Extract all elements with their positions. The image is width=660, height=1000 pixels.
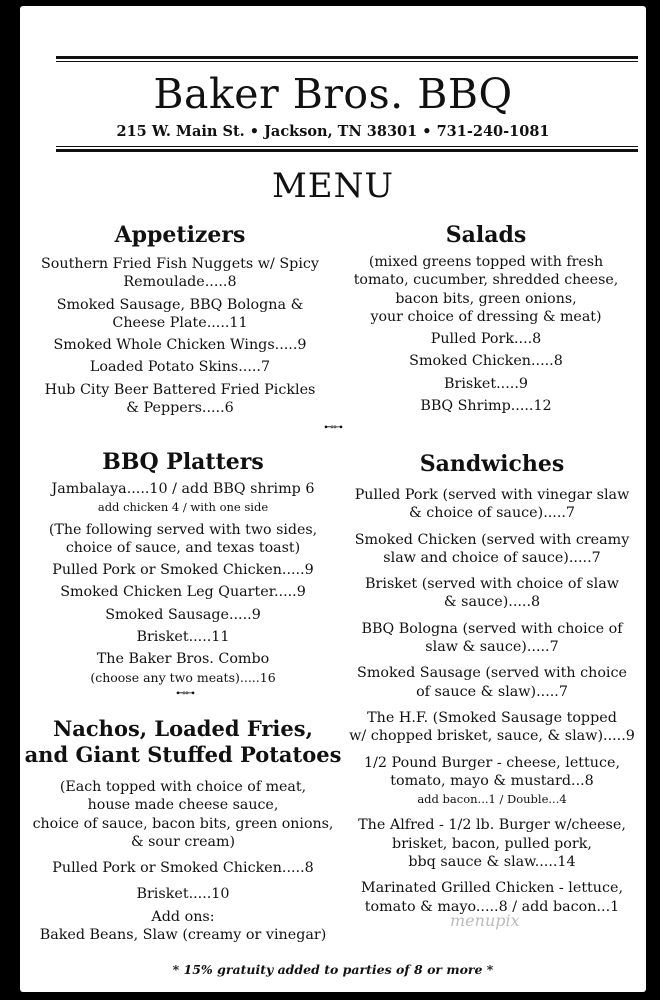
addons-label: Add ons: (151, 908, 215, 925)
sandwich-item (344, 575, 640, 612)
menu-item: Brisket.....9 (444, 375, 528, 392)
menu-item: Smoked Sausage, BBQ Bologna & (56, 296, 304, 313)
section-description: (The following served with two sides, (48, 521, 318, 538)
sandwich-item (344, 816, 640, 871)
restaurant-address: 215 W. Main St. • Jackson, TN 38301 • 731-240-1081 (116, 123, 550, 140)
menu-item: Brisket.....10 (136, 886, 230, 903)
menu-item: Brisket.....11 (136, 629, 230, 646)
section-description: choice of sauce, and texas toast) (65, 539, 301, 556)
menu-item: & sauce).....8 (443, 594, 541, 611)
sandwich-item (344, 754, 640, 809)
menu-item: Loaded Potato Skins.....7 (89, 359, 271, 376)
watermark: menupix (450, 911, 520, 930)
menu-item: & choice of sauce).....7 (408, 505, 576, 522)
salads-section (340, 221, 632, 415)
section-description: & sour cream) (131, 833, 235, 850)
menu-item: Pulled Pork (served with vinegar slaw (354, 487, 630, 503)
menu-item: of sauce & slaw).....7 (416, 683, 568, 700)
section-description: bacon bits, green onions, (395, 290, 577, 307)
menu-item: Cheese Plate.....11 (112, 314, 248, 331)
menu-item: Hub City Beer Battered Fried Pickles (44, 381, 316, 398)
menu-item: Pulled Pork or Smoked Chicken.....8 (52, 860, 314, 877)
section-title: Salads (445, 222, 527, 248)
section-description: tomato, cucumber, shredded cheese, (353, 272, 619, 289)
ornament-divider: ⊷⊶ (176, 688, 194, 699)
menu-item: Jambalaya.....10 / add BBQ shrimp 6 (51, 481, 315, 497)
menu-item: Marinated Grilled Chicken - lettuce, (360, 880, 624, 897)
menu-item: slaw and choice of sauce).....7 (383, 549, 601, 566)
menu-item: Smoked Chicken Leg Quarter.....9 (60, 584, 306, 601)
menu-item: Pulled Pork or Smoked Chicken.....9 (52, 562, 314, 579)
section-title: Nachos, Loaded Fries, (53, 716, 313, 741)
sandwich-item (344, 486, 640, 523)
menu-item: BBQ Shrimp.....12 (420, 398, 552, 415)
header-rule-top-thin (56, 61, 638, 62)
menu-item: The Alfred - 1/2 lb. Burger w/cheese, (358, 817, 626, 834)
menu-item: BBQ Bologna (served with choice of (361, 620, 623, 637)
menu-item: Smoked Sausage (served with choice (357, 665, 627, 682)
menu-heading: MENU (271, 166, 395, 206)
menu-item: slaw & sauce).....7 (425, 639, 559, 656)
section-description: (Each topped with choice of meat, (59, 779, 307, 795)
menu-item: w/ chopped brisket, sauce, & slaw).....9 (349, 728, 635, 745)
gratuity-note: * 15% gratuity added to parties of 8 or more * (172, 962, 494, 977)
addons-list: Baked Beans, Slaw (creamy or vinegar) (39, 927, 327, 944)
menu-item-note: add bacon...1 / Double...4 (417, 792, 567, 807)
section-title: BBQ Platters (102, 449, 264, 475)
menu-item: tomato, mayo & mustard...8 (390, 772, 594, 789)
header-rule-bottom-thin (56, 146, 638, 147)
section-description: your choice of dressing & meat) (370, 308, 602, 325)
header-rule-top (56, 56, 638, 59)
section-title: Sandwiches (419, 451, 565, 477)
menu-item-note: add chicken 4 / with one side (97, 500, 269, 515)
ornament-divider: ⊷⊶ (324, 422, 342, 433)
menu-item: Smoked Chicken.....8 (409, 353, 563, 370)
section-title: Appetizers (114, 222, 246, 248)
menu-item: & Peppers.....6 (126, 400, 234, 417)
nachos-section (20, 716, 346, 944)
section-description: choice of sauce, bacon bits, green onions, (32, 815, 334, 832)
sandwich-item (344, 620, 640, 657)
menu-item-note: (choose any two meats).....16 (90, 669, 276, 685)
menu-item: Southern Fried Fish Nuggets w/ Spicy (41, 256, 319, 272)
menu-item: The Baker Bros. Combo (96, 651, 270, 668)
menu-item: Smoked Whole Chicken Wings.....9 (53, 337, 307, 354)
sandwich-item (344, 709, 640, 746)
restaurant-title: Baker Bros. BBQ (153, 70, 513, 118)
menu-page (20, 6, 646, 992)
menu-item: 1/2 Pound Burger - cheese, lettuce, (364, 754, 620, 771)
sandwiches-section (344, 450, 640, 916)
menu-item: Remoulade.....8 (123, 274, 237, 291)
menu-item: Brisket (served with choice of slaw (365, 576, 619, 593)
appetizers-section (20, 221, 340, 417)
header-rule-bottom (56, 149, 638, 152)
section-description: (mixed greens topped with fresh (368, 254, 604, 270)
sandwich-item (344, 531, 640, 568)
menu-item: Pulled Pork....8 (430, 331, 542, 348)
section-title: and Giant Stuffed Potatoes (24, 742, 342, 767)
sandwich-item (344, 664, 640, 701)
menu-item: bbq sauce & slaw.....14 (408, 854, 576, 871)
section-description: house made cheese sauce, (87, 797, 279, 814)
menu-item: Smoked Sausage.....9 (105, 606, 261, 623)
bbq-platters-section (20, 448, 346, 687)
menu-item: The H.F. (Smoked Sausage topped (367, 709, 617, 726)
menu-item: Smoked Chicken (served with creamy (354, 531, 630, 548)
menu-item: tomato & mayo.....8 / add bacon...1 (364, 898, 620, 915)
menu-item: brisket, bacon, pulled pork, (392, 835, 592, 852)
